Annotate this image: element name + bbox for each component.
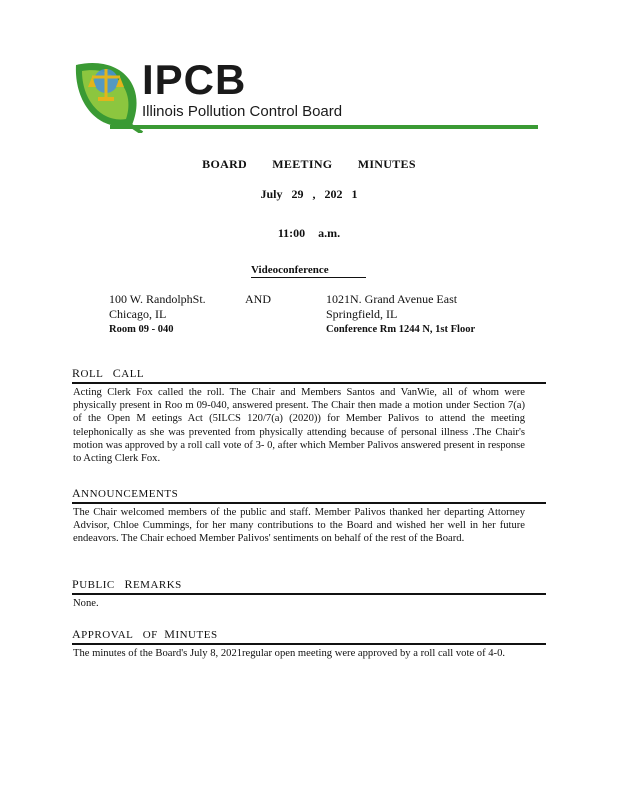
ipcb-logo xyxy=(70,55,540,135)
meeting-venue: Videoconference xyxy=(251,264,366,278)
logo-divider xyxy=(110,125,538,129)
logo-full-name: Illinois Pollution Control Board xyxy=(142,103,343,120)
chicago-room: Room 09 - 040 xyxy=(109,324,174,335)
document-title: BOARD MEETING MINUTES xyxy=(202,157,416,171)
springfield-address: 1021N. Grand Avenue East xyxy=(326,292,458,306)
section-heading-announcements: ANNOUNCEMENTS xyxy=(72,486,546,504)
section-heading-roll-call: ROLL CALL xyxy=(72,366,546,384)
chicago-address: 100 W. RandolphSt. xyxy=(109,292,206,306)
section-body-approval-of-minutes: The minutes of the Board's July 8, 2021regular open meeting were approved by a roll call vote of 4-0. xyxy=(73,648,506,659)
section-body-public-remarks: None. xyxy=(73,598,99,609)
logo-abbreviation: IPCB xyxy=(142,56,247,103)
section-body-roll-call: Acting Clerk Fox called the roll. The Chair and Members Santos and VanWie, all of whom were physically present in Roo m 09-040, answered present. The Chair then made a motion under Section 7(a) of the Open M eetings Act (5ILCS 120/7(a) (2020)) for Member Palivos to attend the meeting telephonically as she was prevented from physically attending because of personal illness .The Chair's motion was approved by a roll call vote of 3- 0, after which Member Palivos answered present in response to Acting Clerk Fox. xyxy=(73,387,525,465)
section-heading-public-remarks: PUBLIC REMARKS xyxy=(72,577,546,595)
section-body-announcements: The Chair welcomed members of the public and staff. Member Palivos thanked her departing Attorney Advisor, Chloe Cummings, for her many contributions to the Board and wished her well in her future endeavors. The Chair echoed Member Palivos' sentiments on behalf of the rest of the Board. xyxy=(73,507,525,545)
location-springfield xyxy=(326,292,526,337)
chicago-city: Chicago, IL xyxy=(109,307,167,321)
springfield-city: Springfield, IL xyxy=(326,307,398,321)
leaf-scales-icon xyxy=(70,55,150,133)
section-heading-approval-of-minutes: APPROVAL OF MINUTES xyxy=(72,627,546,645)
and-label: AND xyxy=(245,292,271,306)
meeting-date: July 29 , 202 1 xyxy=(260,187,358,201)
meeting-time: 11:00 a.m. xyxy=(277,226,341,240)
springfield-room: Conference Rm 1244 N, 1st Floor xyxy=(326,324,476,335)
